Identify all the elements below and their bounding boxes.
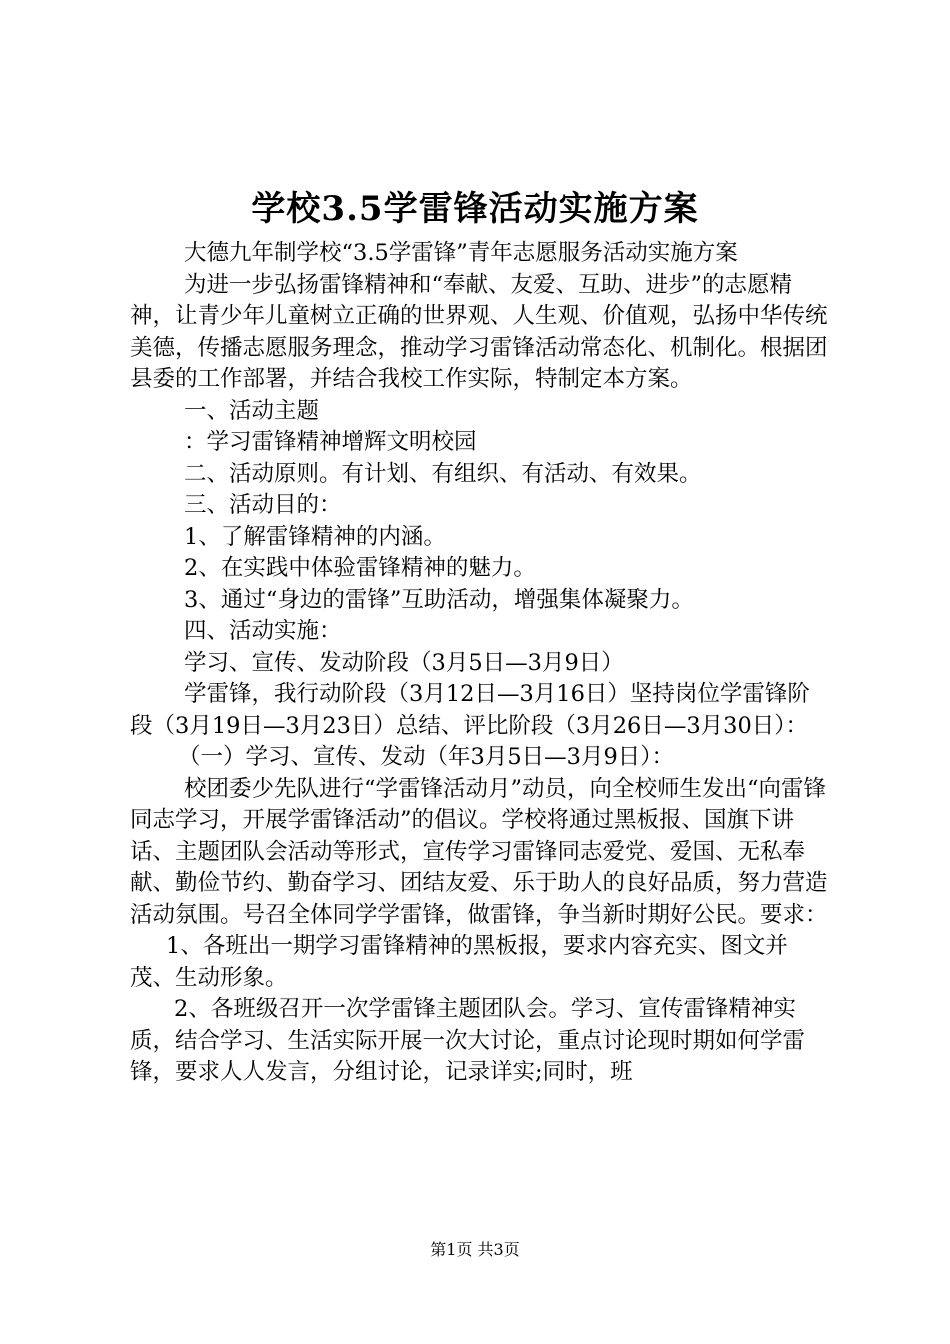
goal-item-3: 3、通过“身边的雷锋”互助活动，增强集体凝聚力。	[184, 586, 694, 613]
requirement-item-1: 1、各班出一期学习雷锋精神的黑板报，要求内容充实、图文并茂、生动形象。	[130, 933, 788, 991]
phase-1-description: 校团委少先队进行“学雷锋活动月”动员，向全校师生发出“向雷锋同志学习，开展学雷锋活动”的倡议。学校将通过黑板报、国旗下讲话、主题团队会活动等形式，宣传学习雷锋同志爱党、爱国、无私奉献、勤俭节约、勤奋学习、团结友爱、乐于助人的良好品质，努力营造活动氛围。号召全体同学学雷锋，做雷锋，争当新时期好公民。要求：	[130, 775, 828, 928]
section-heading-principle: 二、活动原则。有计划、有组织、有活动、有效果。	[184, 460, 702, 487]
sub-heading-phase-1: （一）学习、宣传、发动（年3月5日—3月9日）：	[178, 744, 675, 770]
subtitle-paragraph: 大德九年制学校“3.5学雷锋”青年志愿服务活动实施方案	[184, 240, 738, 266]
phase-1-line: 学习、宣传、发动阶段（3月5日—3月9日）	[184, 649, 624, 676]
goal-item-1: 1、了解雷锋精神的内涵。	[184, 523, 446, 550]
theme-text: ：学习雷锋精神增辉文明校园	[184, 429, 477, 455]
intro-paragraph: 为进一步弘扬雷锋精神和“奉献、友爱、互助、进步”的志愿精神，让青少年儿童树立正确的世界观、人生观、价值观，弘扬中华传统美德，传播志愿服务理念，推动学习雷锋活动常态化、机制化。根据团县委的工作部署，并结合我校工作实际，特制定本方案。	[130, 271, 828, 392]
document-title: 学校3.5学雷锋活动实施方案	[251, 189, 699, 229]
goal-item-2: 2、在实践中体验雷锋精神的魅力。	[184, 555, 536, 581]
section-heading-goal: 三、活动目的：	[184, 492, 342, 518]
requirement-item-2: 2、各班级召开一次学雷锋主题团队会。学习、宣传雷锋精神实质，结合学习、生活实际开展一次大讨论，重点讨论现时期如何学雷锋，要求人人发言，分组讨论，记录详实;同时，班	[130, 996, 806, 1085]
section-heading-implementation: 四、活动实施：	[184, 618, 342, 644]
phases-paragraph: 学雷锋，我行动阶段（3月12日—3月16日）坚持岗位学雷锋阶段（3月19日—3月23日）总结、评比阶段（3月26日—3月30日）：	[130, 681, 810, 739]
document-body	[130, 238, 830, 1089]
section-heading-theme: 一、活动主题	[184, 397, 320, 424]
page-footer: 第1页 共3页	[430, 1240, 520, 1259]
